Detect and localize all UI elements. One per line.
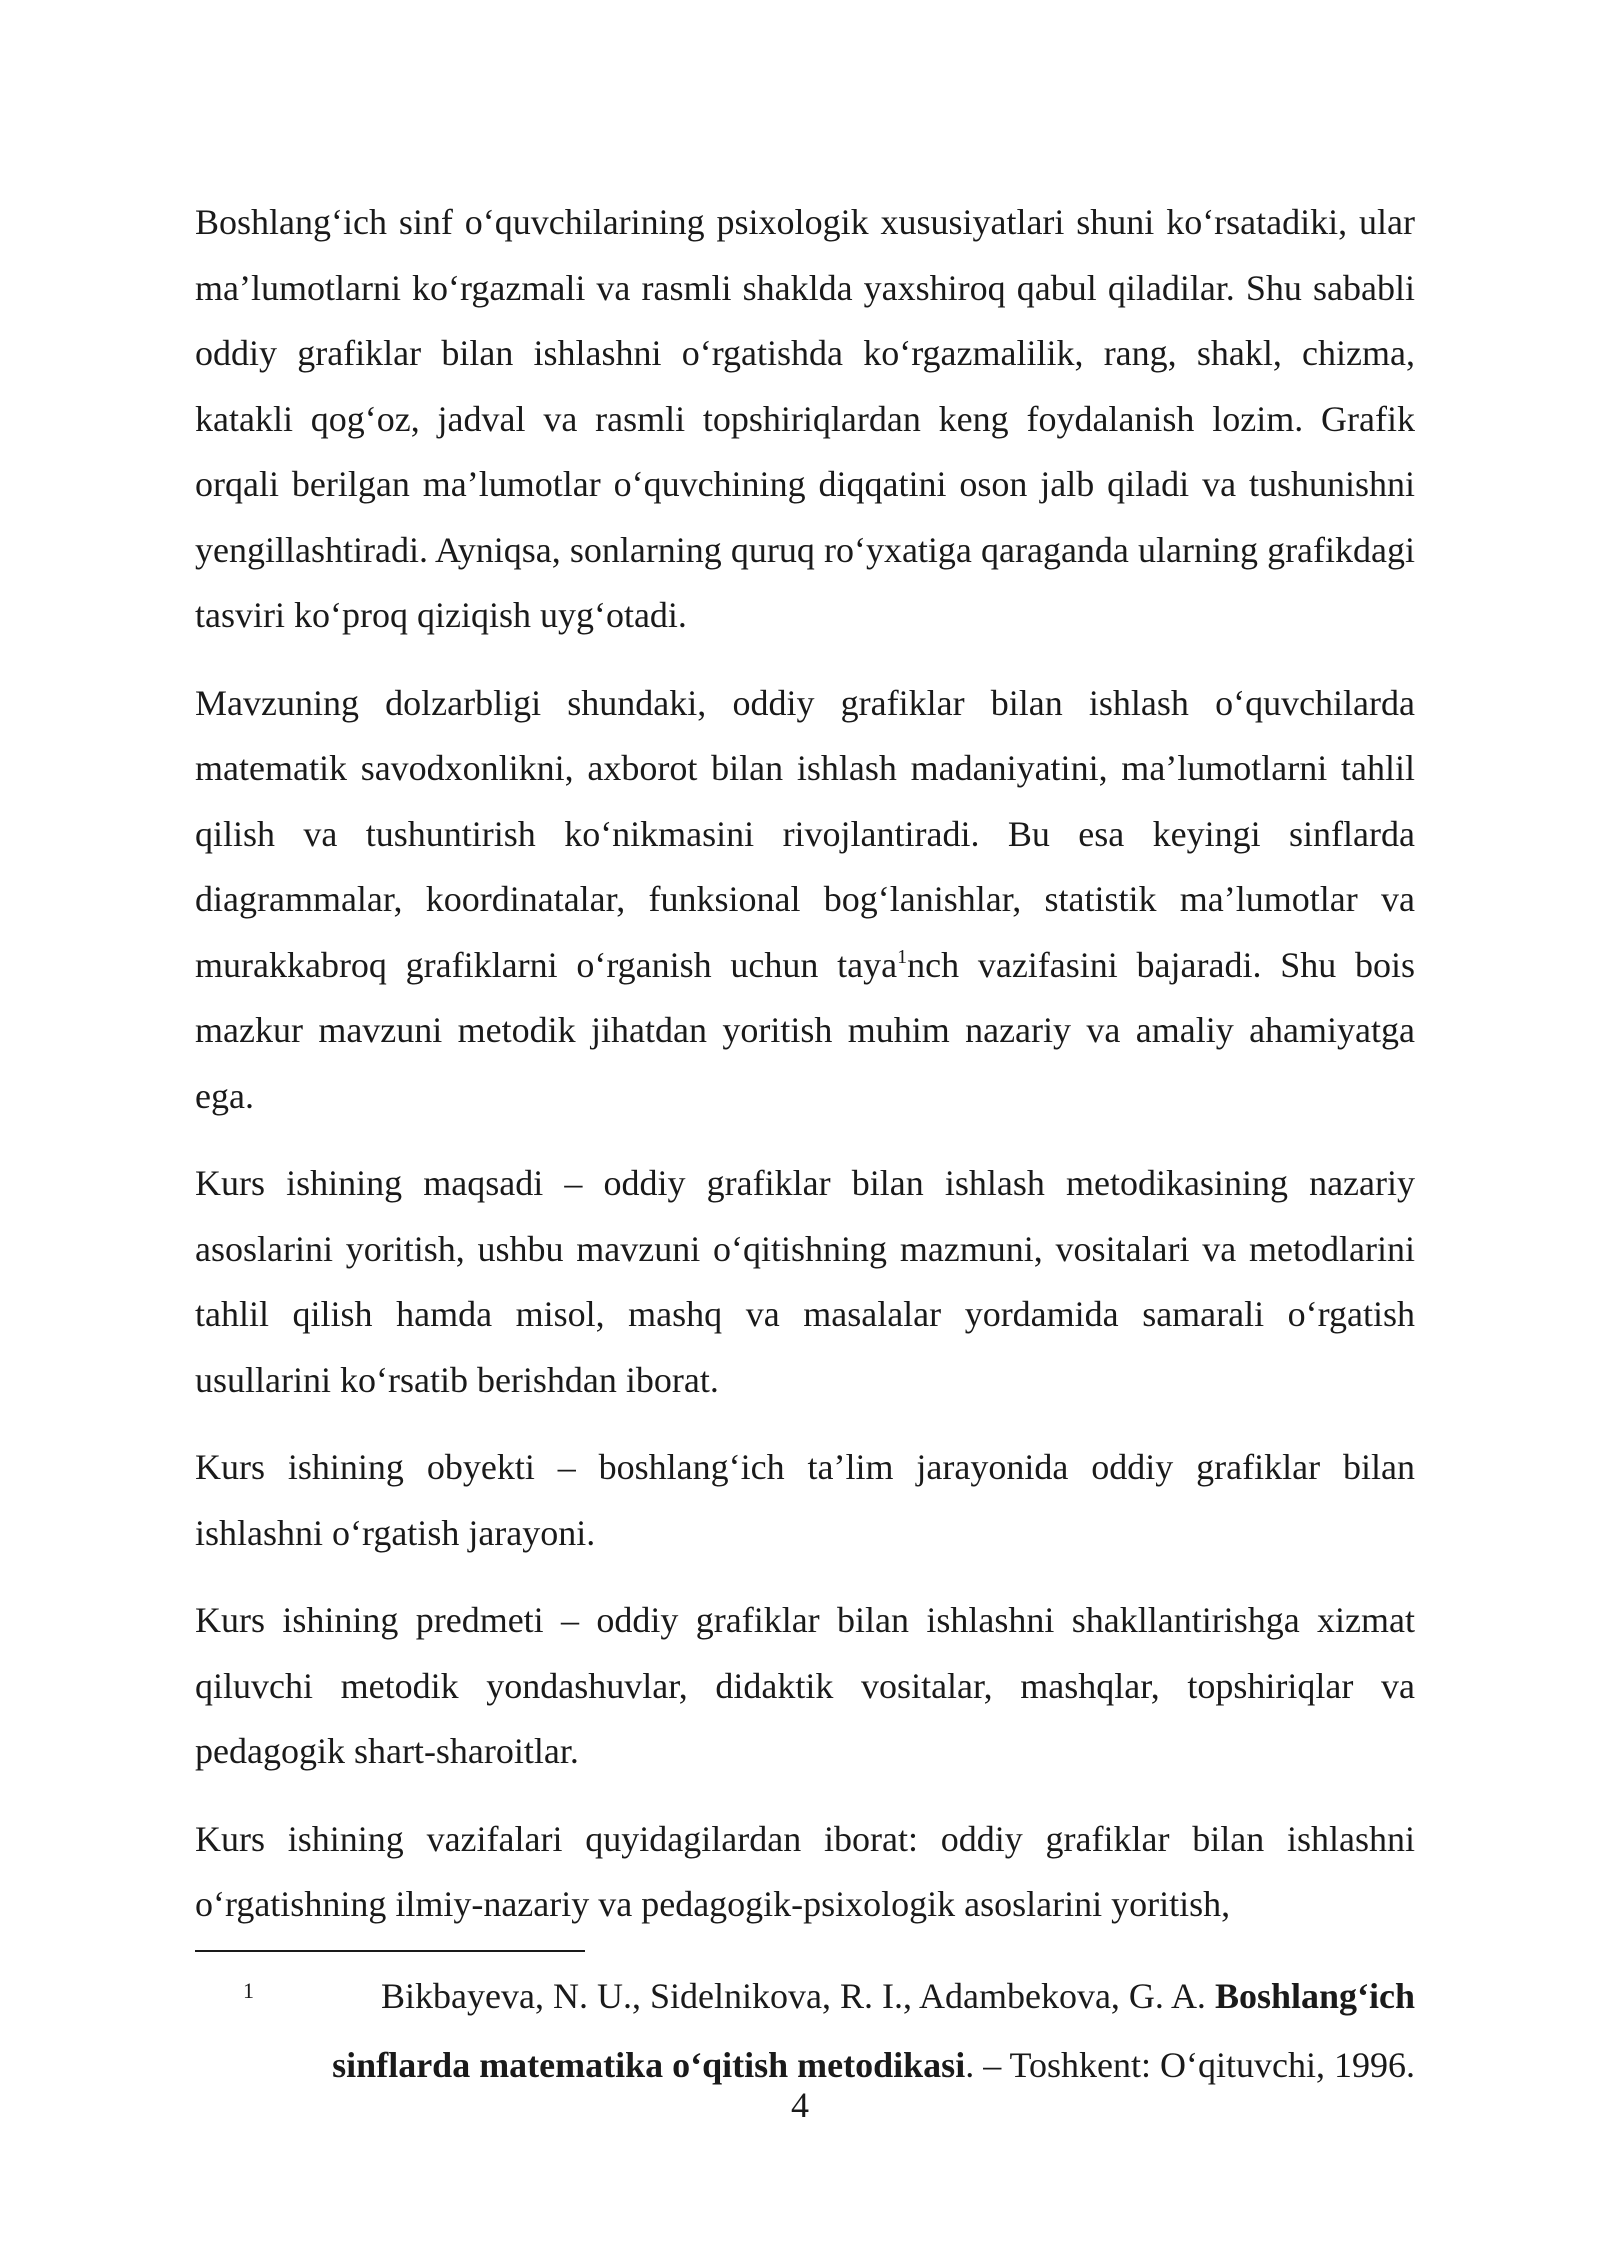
footnote-title-part1: Boshlang‘ich	[1214, 1976, 1415, 2016]
footnote-reference[interactable]: 1	[897, 945, 908, 968]
footnote-separator	[195, 1950, 585, 1952]
footnote-line-1-text	[381, 1964, 1415, 2028]
paragraph-relevance	[195, 671, 1415, 1130]
paragraph-tasks: Kurs ishining vazifalari quyidagilardan iborat: oddiy grafiklar bilan ishlashni o‘rgatishning ilmiy-nazariy va pedagogik-psixologik asoslarini yoritish,	[195, 1818, 1415, 1924]
footnote-title-part2: sinflarda matematika o‘qitish metodikasi	[332, 2045, 966, 2085]
footnote	[195, 1964, 1415, 2097]
paragraph-goal: Kurs ishining maqsadi – oddiy grafiklar bilan ishlash metodikasining nazariy asoslarini yoritish, ushbu mavzuni o‘qitishning mazmuni, vositalari va metodlarini tahlil qilish hamda misol, mashq va masalalar yordamida samarali o‘rgatish usullarini ko‘rsatib berishdan iborat.	[195, 1163, 1415, 1400]
page-body	[195, 190, 1415, 1960]
paragraph-object: Kurs ishining obyekti – boshlang‘ich ta’lim jarayonida oddiy grafiklar bilan ishlashni o‘rgatish jarayoni.	[195, 1447, 1415, 1553]
paragraph-psychology: Boshlang‘ich sinf o‘quvchilarining psixologik xususiyatlari shuni ko‘rsatadiki, ular ma’lumotlarni ko‘rgazmali va rasmli shaklda yaxshiroq qabul qiladilar. Shu sababli oddiy grafiklar bilan ishlashni o‘rgatishda ko‘rgazmalilik, rang, shakl, chizma, katakli qog‘oz, jadval va rasmli topshiriqlardan keng foydalanish lozim. Grafik orqali berilgan ma’lumotlar o‘quvchining diqqatini oson jalb qiladi va tushunishni yengillashtiradi. Ayniqsa, sonlarning quruq ro‘yxatiga qaraganda ularning grafikdagi tasviri ko‘proq qiziqish uyg‘otadi.	[195, 202, 1415, 635]
paragraph-relevance-text-a: Mavzuning dolzarbligi shundaki, oddiy grafiklar bilan ishlash o‘quvchilarda matematik savodxonlikni, axborot bilan ishlash madaniyatini, ma’lumotlarni tahlil qilish va tushuntirish ko‘nikmasini rivojlantiradi. Bu esa keyingi sinflarda diagrammalar, koordinatalar, funksional bog‘lanishlar, statistik ma’lumotlar va murakkabroq grafiklarni o‘rganish uchun taya	[195, 682, 1415, 985]
paragraph-subject: Kurs ishining predmeti – oddiy grafiklar bilan ishlashni shakllantirishga xizmat qiluvchi metodik yondashuvlar, didaktik vositalar, mashqlar, topshiriqlar va pedagogik shart-sharoitlar.	[195, 1600, 1415, 1771]
paragraph-relevance-text-b: nch vazifasini bajaradi. Shu bois mazkur mavzuni metodik jihatdan yoritish muhim nazariy va amaliy ahamiyatga ega.	[195, 944, 1415, 1116]
footnote-number: 1	[243, 1978, 254, 2003]
footnote-authors: Bikbayeva, N. U., Sidelnikova, R. I., Adambekova, G. A.	[381, 1976, 1206, 2016]
footnote-publisher: . – Toshkent: O‘qituvchi, 1996.	[965, 2045, 1415, 2085]
footnote-line-1	[195, 1964, 1415, 2033]
page-number: 4	[791, 2085, 809, 2125]
